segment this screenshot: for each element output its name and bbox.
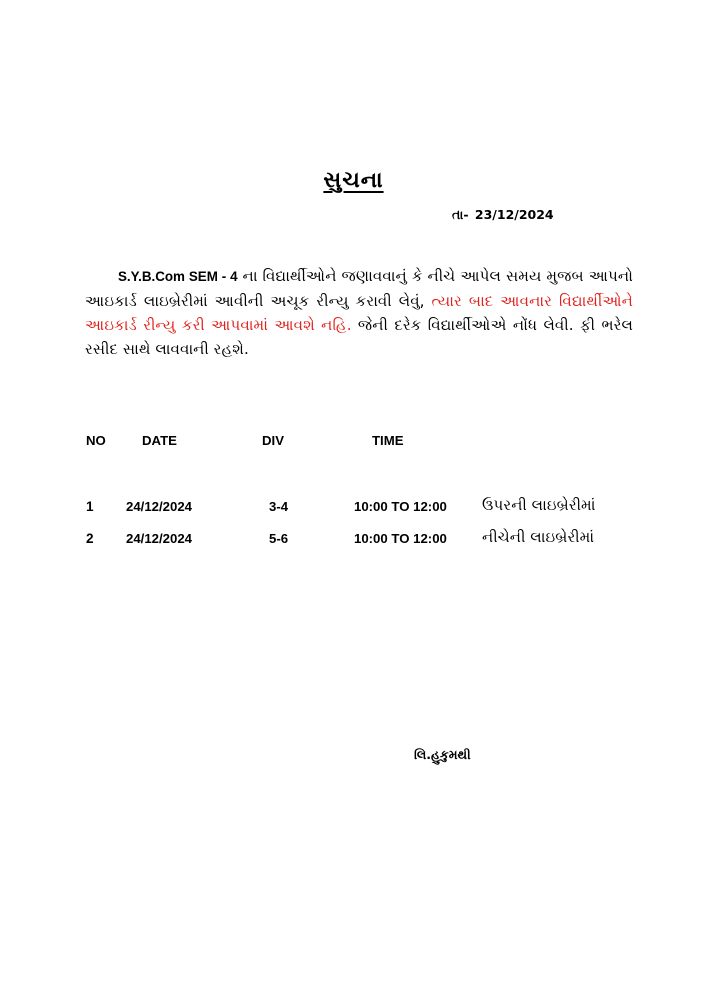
- header-date: DATE: [142, 433, 177, 448]
- row-date: 24/12/2024: [126, 499, 193, 514]
- header-no: NO: [86, 433, 106, 448]
- row-place: નીચેની લાઇબ્રેરીમાં: [482, 528, 595, 546]
- notice-date: [452, 207, 554, 223]
- header-div: DIV: [262, 433, 284, 448]
- row-no: 1: [86, 499, 94, 514]
- row-date: 24/12/2024: [126, 531, 193, 546]
- signature: લિ.હુકુમથી: [414, 747, 471, 762]
- row-time: 10:00 TO 12:00: [354, 499, 447, 514]
- body-text-ending: જેની દરેક વિદ્યાર્થીઓએ નોંધ લેવી. ફી ભરેલ રસીદ સાથે લાવવાની રહશે.: [85, 316, 633, 358]
- row-time: 10:00 TO 12:00: [354, 531, 447, 546]
- date-label: તા-: [452, 207, 469, 222]
- row-place: ઉપરની લાઇબ્રેરીમાં: [482, 496, 596, 514]
- date-value: 23/12/2024: [474, 207, 554, 222]
- body-text-part: ના વિદ્યાર્થીઓને જણાવવાનું કે નીચે આપેલ સમય મુજબ આપનો આઇકાર્ડ લાઇબ્રેરીમાં આવીની અચૂક રીન્યુ કરાવી લેવું,: [85, 267, 633, 310]
- warning-text: ત્યાર બાદ આવનાર વિદ્યાર્થીઓને આઇકાર્ડ રીન્યુ કરી આપવામાં આવશે નહિ.: [85, 292, 633, 334]
- notice-body: [85, 264, 633, 361]
- row-div: 3-4: [269, 499, 289, 514]
- class-semester: S.Y.B.Com SEM - 4: [118, 269, 238, 284]
- notice-title: સુચના: [323, 168, 384, 193]
- header-time: TIME: [372, 433, 404, 448]
- row-no: 2: [86, 531, 94, 546]
- row-div: 5-6: [269, 531, 289, 546]
